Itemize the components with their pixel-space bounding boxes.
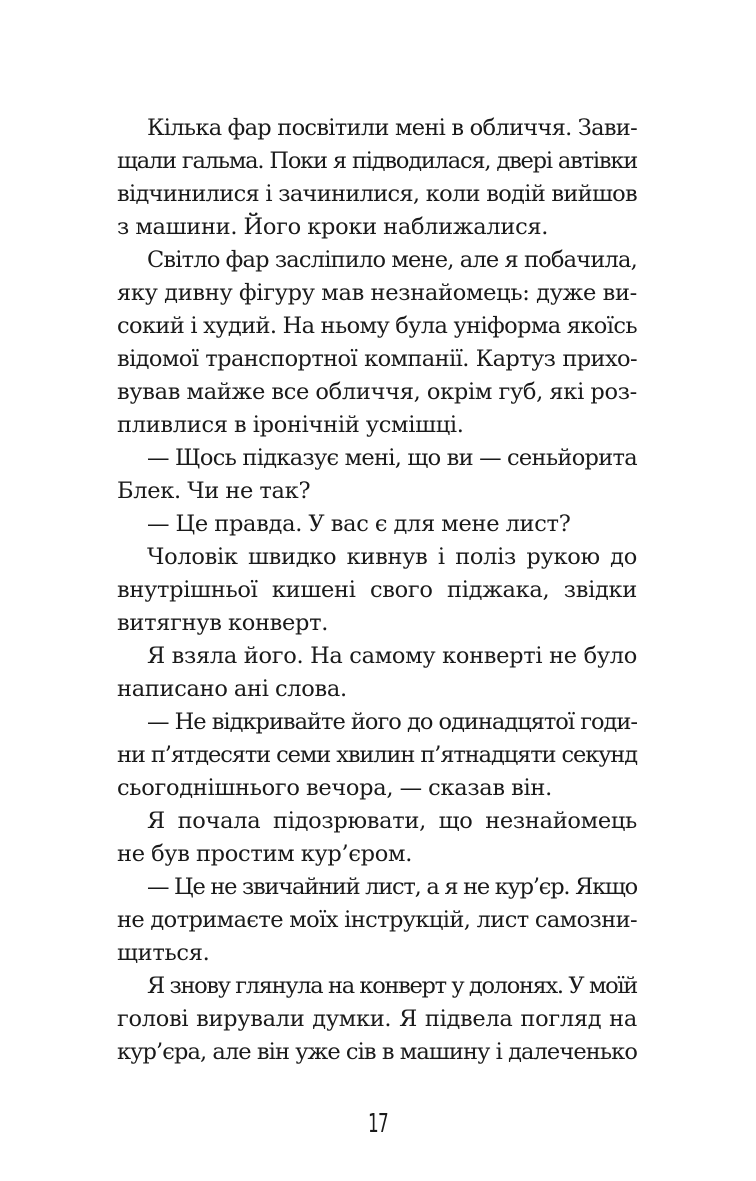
text-line: — Щось підказує мені, що ви — сеньйорита xyxy=(147,445,637,471)
text-line: не був простим кур’єром. xyxy=(117,841,413,867)
text-line: яку дивну фігуру мав незнайомець: дуже ви- xyxy=(117,280,637,306)
text-line: Чоловік швидко кивнув і поліз рукою до xyxy=(147,544,637,570)
text-line: пливлися в іронічній усмішці. xyxy=(117,412,464,438)
text-line: написано ані слова. xyxy=(117,676,347,702)
text-line: — Це правда. У вас є для мене лист? xyxy=(147,511,571,537)
text-line: сокий і худий. На ньому була уніформа якоїсь xyxy=(117,313,637,339)
text-line: внутрішньої кишені свого піджака, звідки xyxy=(117,577,637,603)
text-line: не дотримаєте моїх інструкцій, лист самозни- xyxy=(117,907,637,933)
body-text xyxy=(117,112,637,1069)
text-line: Блек. Чи не так? xyxy=(117,478,311,504)
text-line: Я знову глянула на конверт у долонях. У моїй xyxy=(147,973,637,999)
text-line: відомої транспортної компанії. Картуз прихо- xyxy=(117,346,637,372)
text-line: щали гальма. Поки я підводилася, двері автівки xyxy=(117,148,637,174)
text-line: — Не відкривайте його до одинадцятої годи- xyxy=(147,709,637,735)
text-line: ни п’ятдесяти семи хвилин п’ятнадцяти секунд xyxy=(117,742,637,768)
text-line: сьогоднішнього вечора, — сказав він. xyxy=(117,775,552,801)
text-line: — Це не звичайний лист, а я не кур’єр. Якщо xyxy=(147,874,637,900)
text-line: Кілька фар посвітили мені в обличчя. Зави- xyxy=(147,115,637,141)
text-line: голові вирували думки. Я підвела погляд на xyxy=(117,1006,637,1032)
text-line: витягнув конверт. xyxy=(117,610,329,636)
text-line: кур’єра, але він уже сів в машину і далеченько xyxy=(117,1039,637,1065)
text-line: Світло фар засліпило мене, але я побачила, xyxy=(147,247,637,273)
text-line: Я взяла його. На самому конверті не було xyxy=(147,643,637,669)
text-line: з машини. Його кроки наближалися. xyxy=(117,214,549,240)
text-line: відчинилися і зачинилися, коли водій вийшов xyxy=(117,181,637,207)
text-line: вував майже все обличчя, окрім губ, які роз- xyxy=(117,379,637,405)
page-number: 17 xyxy=(367,1109,388,1139)
text-line: Я почала підозрювати, що незнайомець xyxy=(147,808,637,834)
text-line: щиться. xyxy=(117,940,210,966)
